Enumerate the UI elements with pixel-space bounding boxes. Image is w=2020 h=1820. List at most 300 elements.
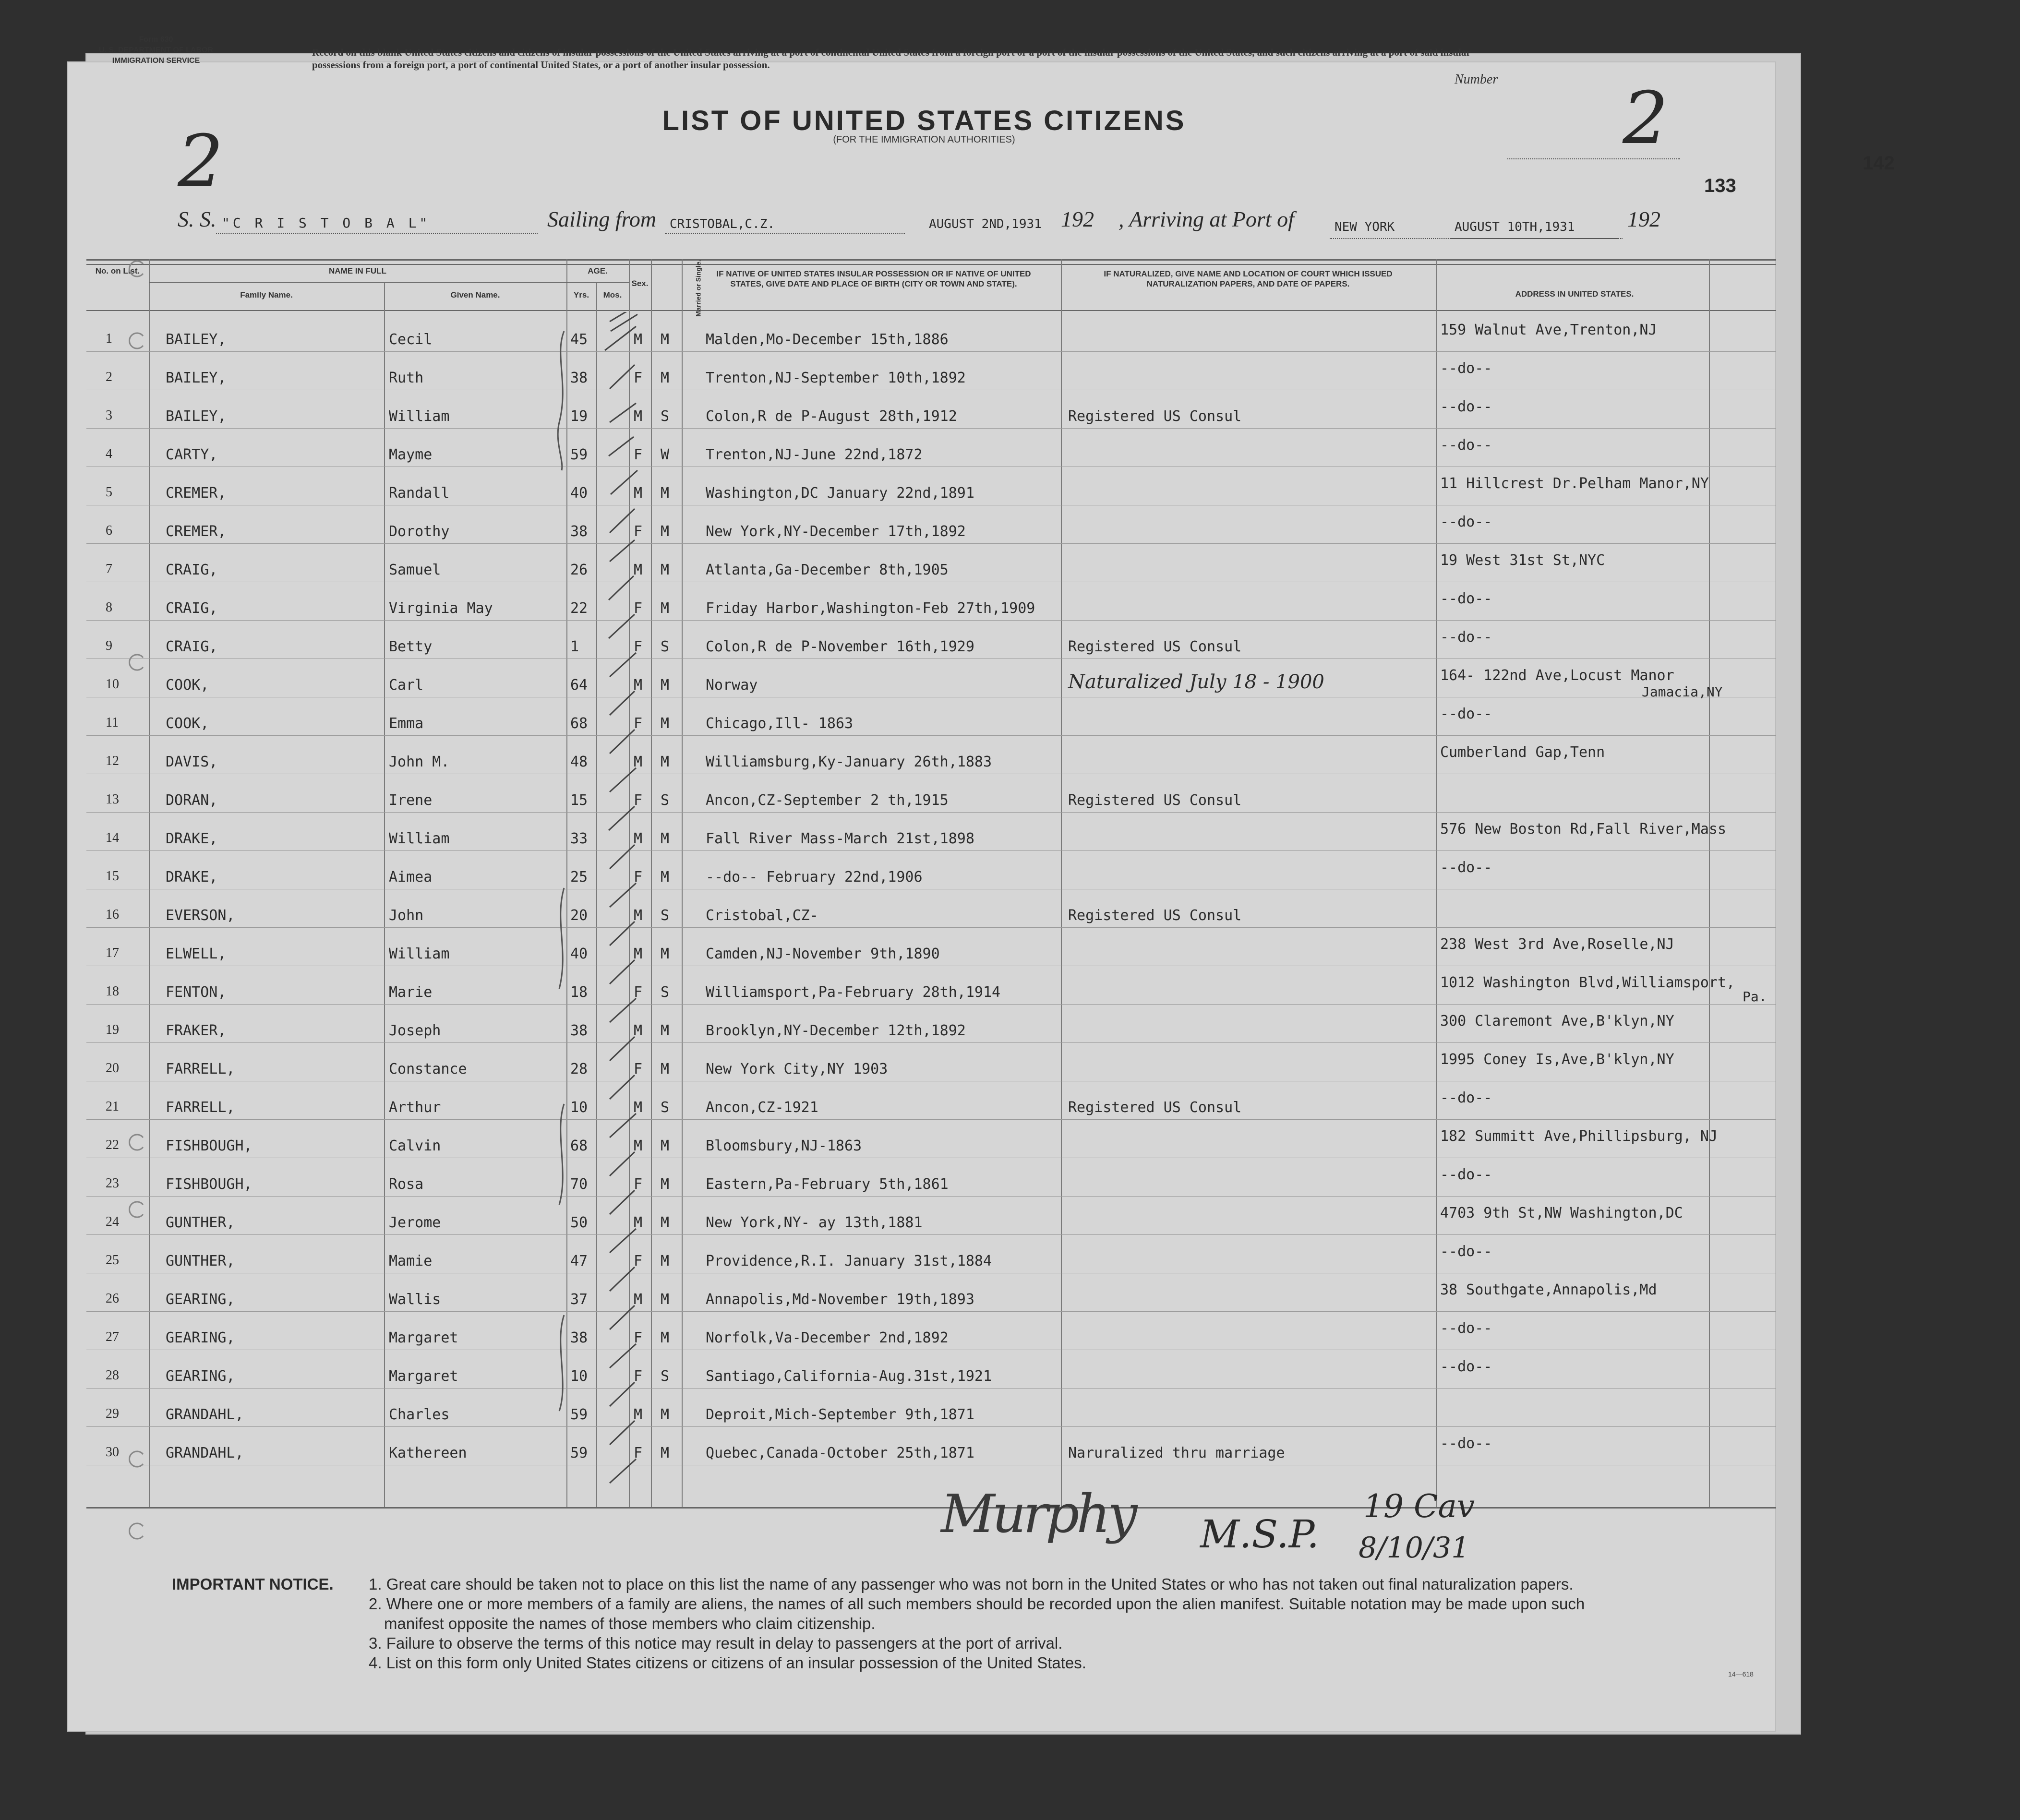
age-years: 22: [570, 600, 588, 617]
address: --do--: [1440, 1435, 1492, 1452]
given-name: Kathereen: [389, 1445, 467, 1461]
form-number: Form 630: [139, 36, 173, 44]
row-number: 17: [106, 946, 119, 960]
check-mark: [610, 470, 637, 562]
given-name: Betty: [389, 638, 433, 655]
family-name: COOK,: [166, 715, 209, 732]
col-divider-address: [1709, 259, 1710, 1507]
family-name: ELWELL,: [166, 946, 227, 962]
marital-status: M: [661, 1291, 670, 1308]
manifest-table: [86, 259, 1776, 1517]
marital-status: S: [661, 792, 670, 809]
birth-info: Chicago,Ill- 1863: [706, 715, 854, 732]
birth-info: Deproit,Mich-September 9th,1871: [706, 1406, 974, 1423]
family-name: FISHBOUGH,: [166, 1176, 252, 1193]
row-number: 19: [106, 1022, 119, 1037]
age-years: 40: [570, 946, 588, 962]
sex: M: [634, 1022, 643, 1039]
check-mark: [609, 806, 636, 907]
sailing-from: CRISTOBAL,C.Z.: [670, 217, 775, 231]
age-subheader-rule: [566, 282, 629, 283]
sex: F: [634, 600, 643, 617]
address: 238 West 3rd Ave,Roselle,NJ: [1440, 936, 1674, 953]
row-number: 30: [106, 1445, 119, 1460]
given-name: Mamie: [389, 1253, 433, 1269]
family-name: CRAIG,: [166, 600, 218, 617]
binder-hole: [130, 1451, 143, 1467]
service-name: IMMIGRATION SERVICE: [112, 57, 200, 65]
row-number: 22: [106, 1138, 119, 1152]
binder-hole: [130, 1202, 143, 1217]
age-bracket-svg: [545, 326, 578, 1430]
form-subtitle: (FOR THE IMMIGRATION AUTHORITIES): [833, 134, 1015, 145]
naturalization-info: Registered US Consul: [1068, 638, 1242, 655]
birth-info: Bloomsbury,NJ-1863: [706, 1138, 862, 1154]
initials: M.S.P.: [1200, 1512, 1319, 1557]
address: Cumberland Gap,Tenn: [1440, 744, 1605, 761]
address: --do--: [1440, 1320, 1492, 1337]
check-marks: [605, 312, 637, 1483]
age-years: 26: [570, 562, 588, 578]
birth-info: Quebec,Canada-October 25th,1871: [706, 1445, 974, 1461]
marital-status: M: [661, 1138, 670, 1154]
row-number: 7: [106, 562, 112, 576]
sex: F: [634, 984, 643, 1001]
family-name: BAILEY,: [166, 370, 227, 386]
birth-info: Ancon,CZ-1921: [706, 1099, 818, 1116]
row-number: 2: [106, 370, 112, 384]
family-name: CREMER,: [166, 523, 227, 540]
sex: M: [634, 1214, 643, 1231]
address: 164- 122nd Ave,Locust Manor: [1440, 667, 1674, 684]
ship-name: "C R I S T O B A L": [222, 215, 431, 231]
birth-info: Norfolk,Va-December 2nd,1892: [706, 1329, 949, 1346]
naturalization-info: Registered US Consul: [1068, 408, 1242, 425]
sex: M: [634, 907, 643, 924]
notice-item-2: 2. Where one or more members of a family are aliens, the names of all such members should be recorded upon the alien manifest. Suitable notation may be made upon such: [369, 1595, 1585, 1613]
sex: M: [634, 754, 643, 770]
stamp-date: 8/10/31: [1359, 1531, 1470, 1565]
given-name: Cecil: [389, 331, 433, 348]
address: 1012 Washington Blvd,Williamsport,: [1440, 974, 1735, 991]
row-number: 15: [106, 869, 119, 884]
address: --do--: [1440, 1090, 1492, 1106]
row-number: 27: [106, 1329, 119, 1344]
given-name: Joseph: [389, 1022, 441, 1039]
family-name: CRAIG,: [166, 638, 218, 655]
birth-info: Washington,DC January 22nd,1891: [706, 485, 974, 502]
ship-underline: [216, 233, 538, 234]
notice-item-3: 3. Failure to observe the terms of this notice may result in delay to passengers at the port of arrival.: [369, 1634, 1063, 1652]
given-name: Samuel: [389, 562, 441, 578]
binder-hole: [130, 1135, 143, 1150]
age-years: 59: [570, 446, 588, 463]
family-name: FRAKER,: [166, 1022, 227, 1039]
birth-info: Trenton,NJ-June 22nd,1872: [706, 446, 923, 463]
binder-hole: [130, 261, 143, 276]
birth-info: Providence,R.I. January 31st,1884: [706, 1253, 992, 1269]
row-number: 18: [106, 984, 119, 999]
address: 4703 9th St,NW Washington,DC: [1440, 1205, 1683, 1221]
check-mark: [610, 1152, 636, 1253]
notice-item-4: 4. List on this form only United States citizens or citizens of an insular possession of the United States.: [369, 1654, 1086, 1672]
name-subheader-rule: [149, 282, 566, 283]
given-name: Mayme: [389, 446, 433, 463]
age-years: 40: [570, 485, 588, 502]
address: --do--: [1440, 1243, 1492, 1260]
address: 38 Southgate,Annapolis,Md: [1440, 1281, 1657, 1298]
given-name: Virginia May: [389, 600, 493, 617]
marital-status: M: [661, 715, 670, 732]
birth-info: Williamsburg,Ky-January 26th,1883: [706, 754, 992, 770]
row-number: 1: [106, 331, 112, 346]
marital-status: M: [661, 523, 670, 540]
address-extra-pa: Pa.: [1743, 989, 1767, 1005]
number-label: Number: [1455, 72, 1498, 87]
given-name: Margaret: [389, 1368, 458, 1385]
birth-info: Fall River Mass-March 21st,1898: [706, 830, 974, 847]
birth-info: Camden,NJ-November 9th,1890: [706, 946, 940, 962]
age-years: 50: [570, 1214, 588, 1231]
sex: F: [634, 1176, 643, 1193]
col-divider-naturalized: [1436, 259, 1437, 1507]
signature: Murphy: [941, 1483, 1135, 1545]
binder-holes: [130, 261, 143, 1539]
sex: F: [634, 1061, 643, 1078]
age-years: 68: [570, 1138, 588, 1154]
marital-status: M: [661, 830, 670, 847]
sex: F: [634, 638, 643, 655]
row-rule: [86, 1119, 1776, 1120]
family-name: EVERSON,: [166, 907, 235, 924]
col-header-address: ADDRESS IN UNITED STATES.: [1515, 289, 1634, 299]
col-header-naturalized: IF NATURALIZED, GIVE NAME AND LOCATION OF COURT WHICH ISSUED NATURALIZATION PAPERS, AND DATE OF PAPERS.: [1104, 269, 1393, 288]
family-name: DRAKE,: [166, 830, 218, 847]
sex: F: [634, 1445, 643, 1461]
family-name: FENTON,: [166, 984, 227, 1001]
row-rule: [86, 543, 1776, 544]
age-years: 10: [570, 1099, 588, 1116]
binder-holes-svg: [125, 250, 154, 1641]
instructions: Record on this blank United States citizens and citizens of insular possessions of the United States arriving at a port of continental United States from a foreign port or a port of the insular possessions of the United States, and such citizens arriving at a port of said insular possessions from a foreign port, a port of continental United States, or a port of another insular possession.: [312, 47, 1471, 71]
given-name: Aimea: [389, 869, 433, 886]
given-name: Wallis: [389, 1291, 441, 1308]
sex: M: [634, 830, 643, 847]
birth-info: --do-- February 22nd,1906: [706, 869, 923, 886]
marital-status: M: [661, 1445, 670, 1461]
birth-info: Santiago,California-Aug.31st,1921: [706, 1368, 992, 1385]
age-years: 25: [570, 869, 588, 886]
family-name: GUNTHER,: [166, 1253, 235, 1269]
age-years: 18: [570, 984, 588, 1001]
sex: M: [634, 562, 643, 578]
row-number: 6: [106, 523, 112, 538]
age-bracket-mark: [558, 331, 564, 470]
marital-status: S: [661, 907, 670, 924]
given-name: Carl: [389, 677, 424, 694]
col-header-name-in-full: NAME IN FULL: [329, 266, 386, 275]
sailing-date: AUGUST 2ND,1931: [929, 217, 1042, 231]
marital-status: M: [661, 1329, 670, 1346]
marital-status: M: [661, 1406, 670, 1423]
birth-info: Norway: [706, 677, 758, 694]
marital-status: M: [661, 754, 670, 770]
col-divider-birth: [1061, 259, 1062, 1507]
family-name: CARTY,: [166, 446, 218, 463]
given-name: William: [389, 408, 450, 425]
ss-label: S. S.: [178, 207, 216, 231]
age-years: 10: [570, 1368, 588, 1385]
check-mark: [610, 922, 636, 1022]
given-name: Emma: [389, 715, 424, 732]
notice-item-1: 1. Great care should be taken not to place on this list the name of any passenger who was not born in the United States or who has not taken out final naturalization papers.: [369, 1575, 1574, 1593]
address: 300 Claremont Ave,B'klyn,NY: [1440, 1013, 1674, 1030]
handwritten-mark: 2: [178, 120, 224, 204]
table-top-rule-2: [86, 264, 1776, 265]
given-name: John: [389, 907, 424, 924]
number-value: 2: [1623, 77, 1669, 160]
birth-info: Atlanta,Ga-December 8th,1905: [706, 562, 949, 578]
row-rule: [86, 1196, 1776, 1197]
marital-status: S: [661, 1099, 670, 1116]
table-header-rule: [86, 310, 1776, 311]
check-mark: [610, 1267, 636, 1368]
marital-status: M: [661, 946, 670, 962]
given-name: Calvin: [389, 1138, 441, 1154]
year-suffix-2: 192: [1627, 207, 1660, 231]
marital-status: S: [661, 1368, 670, 1385]
sex: F: [634, 792, 643, 809]
row-number: 9: [106, 638, 112, 653]
arriving-label: , Arriving at Port of: [1118, 207, 1294, 231]
row-number: 5: [106, 485, 112, 500]
given-name: Marie: [389, 984, 433, 1001]
marital-status: M: [661, 1176, 670, 1193]
address: 576 New Boston Rd,Fall River,Mass: [1440, 821, 1727, 838]
col-header-mos: Mos.: [603, 290, 622, 299]
given-name: John M.: [389, 754, 450, 770]
family-name: GRANDAHL,: [166, 1445, 244, 1461]
table-bottom-rule: [86, 1507, 1776, 1509]
age-years: 59: [570, 1445, 588, 1461]
age-bracket-mark: [559, 1104, 564, 1205]
row-number: 16: [106, 907, 119, 922]
address-extra-jamacia: Jamacia,NY: [1642, 684, 1723, 700]
birth-info: Colon,R de P-August 28th,1912: [706, 408, 957, 425]
marital-status: M: [661, 485, 670, 502]
birth-info: New York,NY-December 17th,1892: [706, 523, 966, 540]
check-mark: [605, 312, 637, 350]
birth-info: Cristobal,CZ-: [706, 907, 818, 924]
row-number: 3: [106, 408, 112, 423]
sex: M: [634, 331, 643, 348]
address: --do--: [1440, 590, 1492, 607]
marital-status: S: [661, 638, 670, 655]
sex: F: [634, 1253, 643, 1269]
page-number: 133: [1704, 175, 1736, 196]
family-name: FISHBOUGH,: [166, 1138, 252, 1154]
birth-info: Trenton,NJ-September 10th,1892: [706, 370, 966, 386]
row-number: 10: [106, 677, 119, 692]
row-number: 26: [106, 1291, 119, 1306]
age-years: 38: [570, 370, 588, 386]
address: 182 Summitt Ave,Phillipsburg, NJ: [1440, 1128, 1718, 1145]
binder-hole: [130, 655, 143, 670]
sex: F: [634, 1368, 643, 1385]
given-name: Rosa: [389, 1176, 424, 1193]
marital-status: S: [661, 408, 670, 425]
sex: F: [634, 869, 643, 886]
marital-status: W: [661, 446, 670, 463]
family-name: CREMER,: [166, 485, 227, 502]
row-rule: [86, 927, 1776, 928]
birth-info: Brooklyn,NY-December 12th,1892: [706, 1022, 966, 1039]
year-suffix-1: 192: [1061, 207, 1094, 231]
address: 11 Hillcrest Dr.Pelham Manor,NY: [1440, 475, 1709, 492]
check-mark: [610, 1037, 636, 1138]
row-number: 20: [106, 1061, 119, 1076]
marital-status: M: [661, 1214, 670, 1231]
given-name: Arthur: [389, 1099, 441, 1116]
row-number: 13: [106, 792, 119, 807]
age-years: 59: [570, 1406, 588, 1423]
age-years: 38: [570, 1022, 588, 1039]
check-mark: [609, 365, 636, 456]
marital-status: M: [661, 677, 670, 694]
birth-info: Williamsport,Pa-February 28th,1914: [706, 984, 1001, 1001]
sex: F: [634, 1329, 643, 1346]
family-name: DORAN,: [166, 792, 218, 809]
given-name: William: [389, 830, 450, 847]
row-rule: [86, 1004, 1776, 1005]
birth-info: Friday Harbor,Washington-Feb 27th,1909: [706, 600, 1035, 617]
page-number-right: 142: [1863, 153, 1895, 174]
naturalization-info: Registered US Consul: [1068, 792, 1242, 809]
table-top-rule: [86, 259, 1776, 261]
form-code: 14—618: [1728, 1670, 1754, 1678]
age-years: 33: [570, 830, 588, 847]
age-years: 68: [570, 715, 588, 732]
arriving-port: NEW YORK: [1335, 220, 1395, 234]
age-years: 1: [570, 638, 579, 655]
check-mark: [610, 1382, 636, 1483]
family-name: GEARING,: [166, 1329, 235, 1346]
given-name: Randall: [389, 485, 450, 502]
form-info: [77, 35, 235, 66]
marital-status: M: [661, 331, 670, 348]
birth-info: Annapolis,Md-November 19th,1893: [706, 1291, 974, 1308]
marital-status: S: [661, 984, 670, 1001]
date-underline: [1450, 238, 1623, 239]
row-number: 11: [106, 715, 119, 730]
sex: M: [634, 485, 643, 502]
sex: M: [634, 408, 643, 425]
row-rule: [86, 1042, 1776, 1043]
age-years: 28: [570, 1061, 588, 1078]
sex: M: [634, 1138, 643, 1154]
age-bracket-mark: [559, 888, 564, 989]
marital-status: M: [661, 1061, 670, 1078]
marital-status: M: [661, 600, 670, 617]
sex: M: [634, 677, 643, 694]
row-number: 12: [106, 754, 119, 768]
address: --do--: [1440, 706, 1492, 722]
sex: M: [634, 1099, 643, 1116]
sex: F: [634, 523, 643, 540]
sex: M: [634, 1406, 643, 1423]
col-header-given: Given Name.: [450, 290, 500, 299]
address: --do--: [1440, 437, 1492, 454]
family-name: BAILEY,: [166, 331, 227, 348]
naturalization-info: Registered US Consul: [1068, 907, 1242, 924]
sailing-label: Sailing from: [547, 207, 657, 231]
age-years: 37: [570, 1291, 588, 1308]
age-years: 70: [570, 1176, 588, 1193]
row-rule: [86, 1426, 1776, 1427]
check-mark: [609, 576, 636, 677]
given-name: Irene: [389, 792, 433, 809]
notice-item-2-continued: manifest opposite the names of those members who claim citizenship.: [384, 1615, 876, 1632]
family-name: CRAIG,: [166, 562, 218, 578]
form-title: LIST OF UNITED STATES CITIZENS: [662, 105, 1186, 136]
address: --do--: [1440, 360, 1492, 377]
row-number: 21: [106, 1099, 119, 1114]
marital-status: M: [661, 1022, 670, 1039]
row-rule: [86, 1388, 1776, 1389]
family-name: GUNTHER,: [166, 1214, 235, 1231]
given-name: Dorothy: [389, 523, 450, 540]
address: --do--: [1440, 514, 1492, 530]
row-number: 28: [106, 1368, 119, 1383]
check-mark: [610, 691, 636, 792]
family-name: BAILEY,: [166, 408, 227, 425]
col-header-family: Family Name.: [240, 290, 293, 299]
binder-hole: [130, 1523, 143, 1539]
department-name: U. S. DEPARTMENT OF LABOR: [99, 46, 213, 54]
sex: F: [634, 446, 643, 463]
given-name: William: [389, 946, 450, 962]
given-name: Charles: [389, 1406, 450, 1423]
notice-title: IMPORTANT NOTICE.: [172, 1575, 334, 1593]
given-name: Constance: [389, 1061, 467, 1078]
row-number: 14: [106, 830, 119, 845]
row-rule: [86, 812, 1776, 813]
address: 159 Walnut Ave,Trenton,NJ: [1440, 322, 1657, 338]
age-years: 20: [570, 907, 588, 924]
address: 1995 Coney Is,Ave,B'klyn,NY: [1440, 1051, 1674, 1068]
birth-info: Malden,Mo-December 15th,1886: [706, 331, 949, 348]
marital-status: M: [661, 869, 670, 886]
row-number: 4: [106, 446, 112, 461]
address: --do--: [1440, 1358, 1492, 1375]
marital-status: M: [661, 1253, 670, 1269]
col-header-married: Married or Single.: [694, 260, 702, 317]
age-years: 38: [570, 523, 588, 540]
address: --do--: [1440, 629, 1492, 646]
family-name: DAVIS,: [166, 754, 218, 770]
row-number: 25: [106, 1253, 119, 1268]
family-name: GRANDAHL,: [166, 1406, 244, 1423]
col-header-age: AGE.: [588, 266, 608, 275]
col-header-no: No. on List.: [95, 266, 140, 275]
birth-info: Colon,R de P-November 16th,1929: [706, 638, 974, 655]
sex: F: [634, 370, 643, 386]
address: 19 West 31st St,NYC: [1440, 552, 1605, 569]
marital-status: M: [661, 562, 670, 578]
binder-hole: [130, 333, 143, 348]
col-header-yrs: Yrs.: [573, 290, 589, 299]
row-rule: [86, 850, 1776, 851]
